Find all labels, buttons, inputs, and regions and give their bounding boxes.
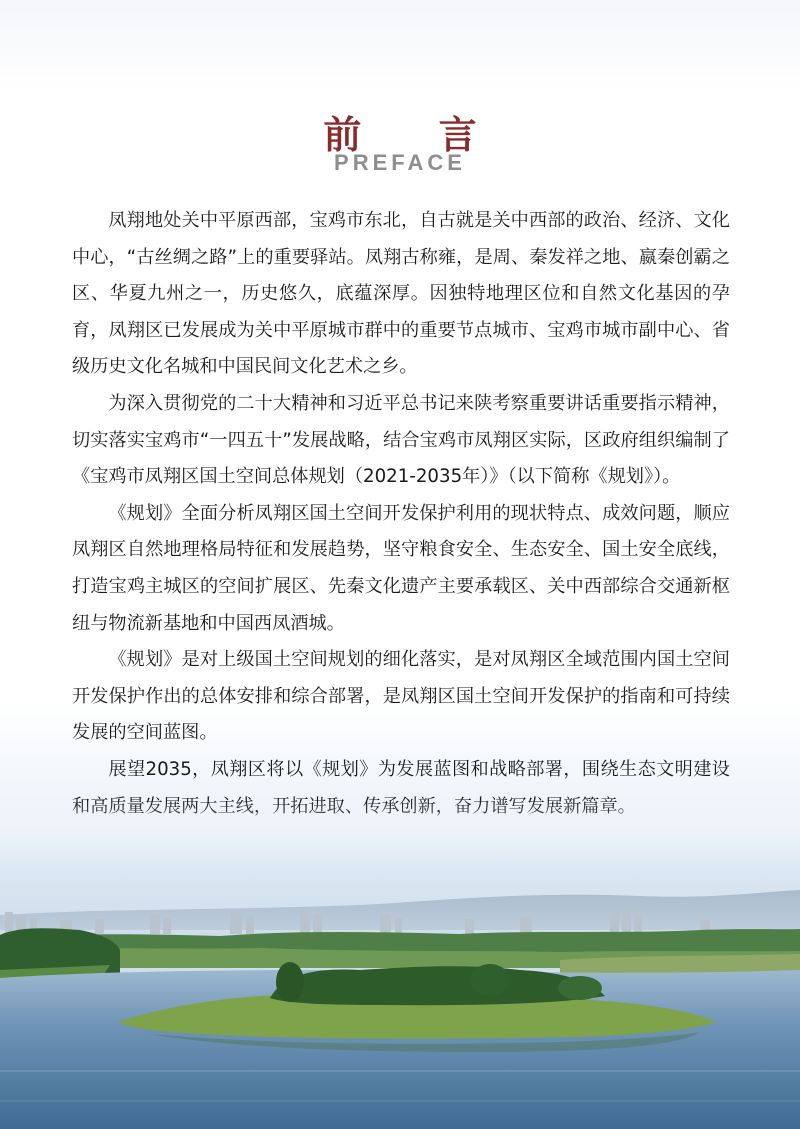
page-title: 前 言 xyxy=(323,112,509,157)
lake-landscape-photo xyxy=(0,800,800,1129)
paragraph-2: 为深入贯彻党的二十大精神和习近平总书记来陕考察重要讲话重要指示精神，切实落实宝鸡市“一四五十”发展战略，结合宝鸡市凤翔区实际，区政府组织编制了《宝鸡市凤翔区国土空间总体规划（2021-2035年）》（以下简称《规划》）。 xyxy=(72,392,730,488)
paragraph-5: 展望2035，凤翔区将以《规划》为发展蓝图和战略部署，围绕生态文明建设 xyxy=(108,758,730,780)
landscape-illustration xyxy=(0,800,800,1129)
paragraph-4: 《规划》是对上级国土空间规划的细化落实，是对凤翔区全域范围内国土空间开发保护作出的总体安排和综合部署，是凤翔区国土空间开发保护的指南和可持续发展的空间蓝图。 xyxy=(72,649,730,744)
page-subtitle: PREFACE xyxy=(334,150,466,175)
paragraph-1: 凤翔地处关中平原西部，宝鸡市东北，自古就是关中西部的政治、经济、文化中心，“古丝绸之路”上的重要驿站。凤翔古称雍，是周、秦发祥之地、嬴秦创霸之区、华夏九州之一，历史悠久，底蕴深厚。因独特地理区位和自然文化基因的孕育，凤翔区已发展成为关中平原城市群中的重要节点城市、宝鸡市城市副中心、省级历史文化名城和中国民间文化艺术之乡。 xyxy=(72,210,730,378)
body-text xyxy=(72,203,730,825)
paragraph-3: 《规划》全面分析凤翔区国土空间开发保护利用的现状特点、成效问题，顺应凤翔区自然地理格局特征和发展趋势，坚守粮食安全、生态安全、国土安全底线，打造宝鸡主城区的空间扩展区、先秦文化遗产主要承载区、关中西部综合交通新枢纽与物流新基地和中国西凤酒城。 xyxy=(72,502,730,634)
